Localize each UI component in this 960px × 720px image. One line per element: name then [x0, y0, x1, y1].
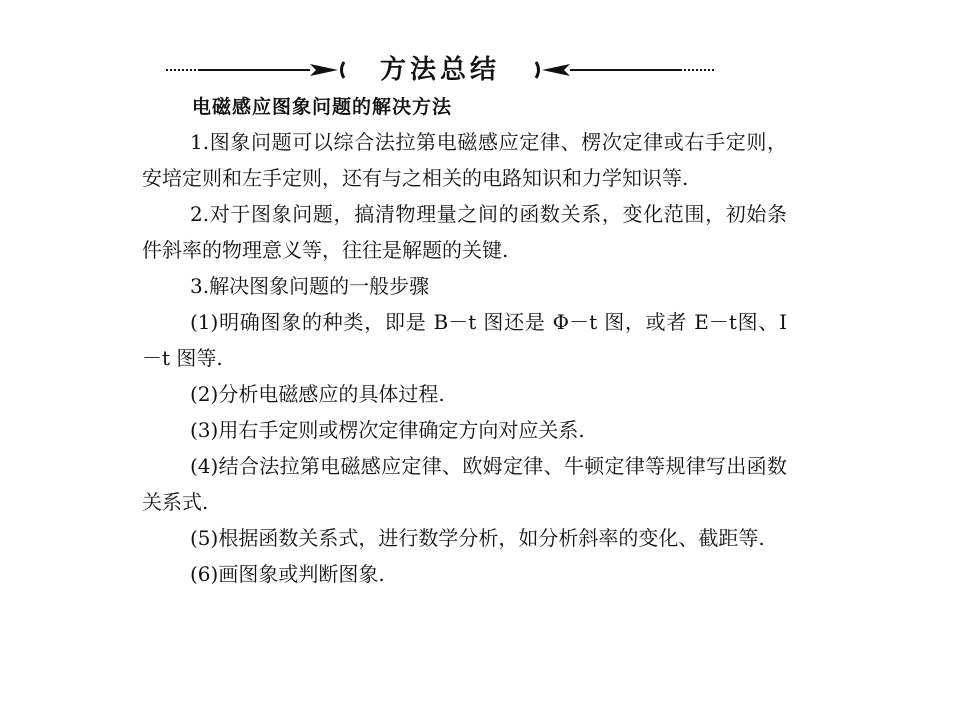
paragraph-3: 3.解决图象问题的一般步骤 [190, 274, 430, 298]
paragraph-4: (1)明确图象的种类，即是 B－t 图还是 Φ－t 图，或者 E－t图、I－t 图等. [142, 310, 787, 370]
paragraph-1: 1.图象问题可以综合法拉第电磁感应定律、楞次定律或右手定则，安培定则和左手定则，还有与之相关的电路知识和力学知识等. [142, 130, 787, 190]
paragraph-7: (4)结合法拉第电磁感应定律、欧姆定律、牛顿定律等规律写出函数关系式. [142, 454, 787, 514]
section-header [160, 52, 720, 88]
paragraph-5: (2)分析电磁感应的具体过程. [190, 382, 445, 406]
body-text [142, 124, 787, 592]
header-title: 方法总结 [379, 55, 500, 85]
paragraph-6: (3)用右手定则或楞次定律确定方向对应关系. [190, 418, 585, 442]
paragraph-2: 2.对于图象问题，搞清物理量之间的函数关系，变化范围，初始条件斜率的物理意义等，往往是解题的关键. [142, 202, 787, 262]
paragraph-9: (6)画图象或判断图象. [190, 562, 385, 586]
paragraph-8: (5)根据函数关系式，进行数学分析，如分析斜率的变化、截距等. [190, 526, 765, 550]
section-subtitle: 电磁感应图象问题的解决方法 [192, 96, 453, 118]
